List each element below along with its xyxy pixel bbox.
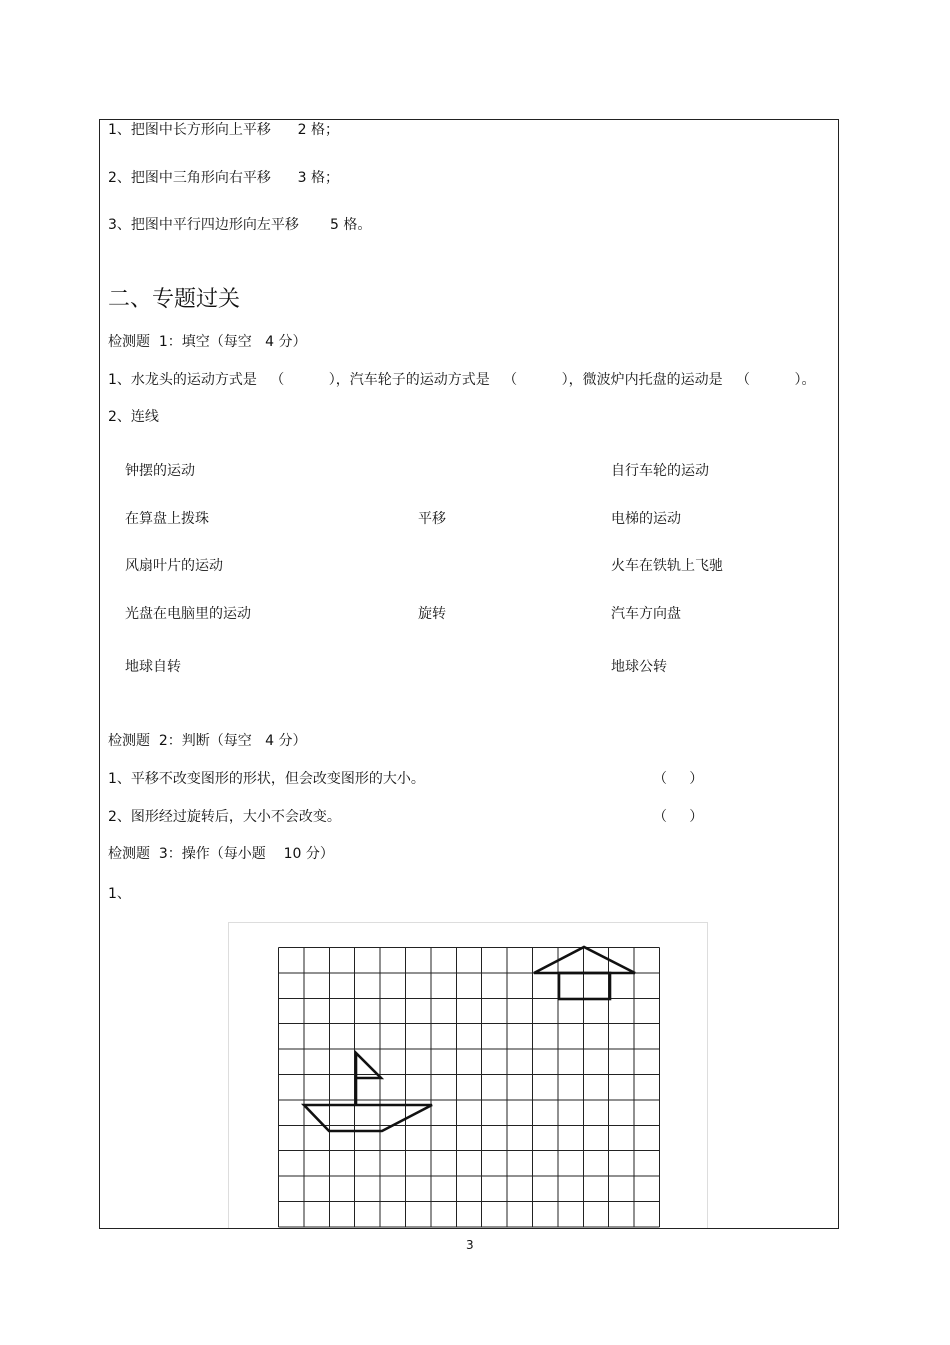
- match-right-item: 火车在铁轨上飞驰: [611, 558, 723, 574]
- test2-answer-paren-1: （ ）: [653, 771, 704, 787]
- match-left-item: 地球自转: [125, 659, 181, 675]
- match-left-item: 光盘在电脑里的运动: [125, 606, 251, 622]
- grid-lines: [279, 948, 660, 1227]
- match-left-item: 在算盘上拨珠: [125, 511, 209, 527]
- test2-question-2: 2、图形经过旋转后，大小不会改变。: [108, 809, 341, 825]
- test2-heading: 检测题 2：判断（每空 4 分）: [108, 733, 307, 749]
- rectangle: [559, 973, 610, 999]
- page-number: 3: [466, 1238, 474, 1252]
- match-left-item: 风扇叶片的运动: [125, 558, 223, 574]
- test3-heading: 检测题 3：操作（每小题 10 分）: [108, 846, 334, 862]
- section-title: 二、专题过关: [108, 287, 241, 312]
- match-right-item: 地球公转: [611, 659, 667, 675]
- instruction-1: 1、把图中长方形向上平移 2 格；: [108, 122, 339, 138]
- test3-question-1: 1、: [108, 886, 131, 902]
- test2-question-1: 1、平移不改变图形的形状，但会改变图形的大小。: [108, 771, 425, 787]
- match-right-item: 汽车方向盘: [611, 606, 681, 622]
- boat-hull-trapezoid: [304, 1105, 432, 1131]
- instruction-3: 3、把图中平行四边形向左平移 5 格。: [108, 217, 372, 233]
- test1-question-2: 2、连线: [108, 409, 159, 425]
- match-middle-item: 平移: [418, 511, 446, 527]
- grid-svg: [229, 923, 709, 1229]
- test1-question-1: 1、水龙头的运动方式是 （ ），汽车轮子的运动方式是 （ ），微波炉内托盘的运动是 （ ）。: [108, 372, 816, 388]
- test2-answer-paren-2: （ ）: [653, 809, 704, 825]
- match-middle-item: 旋转: [418, 606, 446, 622]
- test1-heading: 检测题 1：填空（每空 4 分）: [108, 334, 307, 350]
- match-right-item: 电梯的运动: [611, 511, 681, 527]
- grid-figure: [228, 922, 708, 1228]
- match-right-item: 自行车轮的运动: [611, 463, 709, 479]
- match-left-item: 钟摆的运动: [125, 463, 195, 479]
- triangle-roof: [534, 947, 635, 973]
- instruction-2: 2、把图中三角形向右平移 3 格；: [108, 170, 339, 186]
